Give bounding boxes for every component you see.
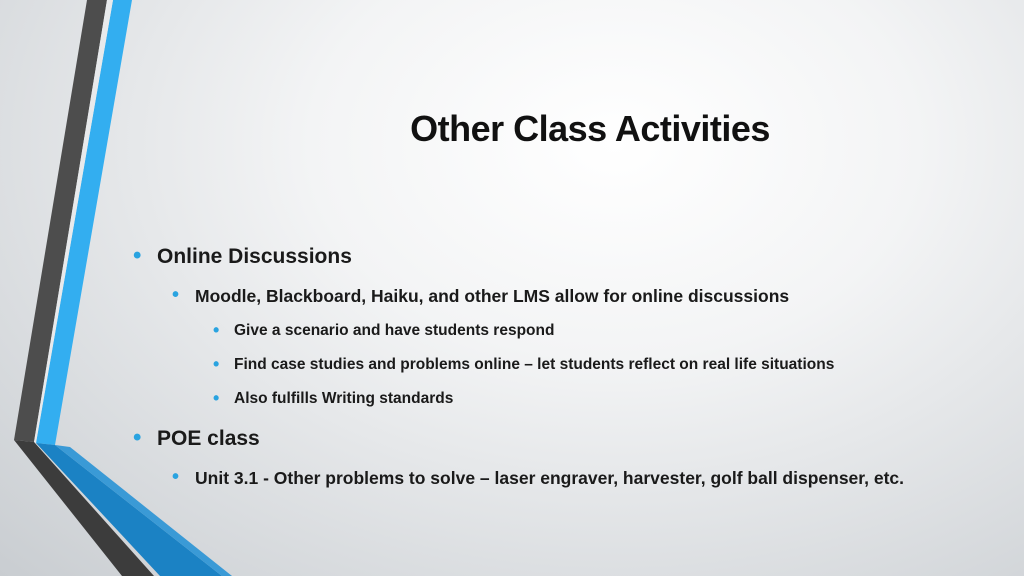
bullet-dot: •	[172, 284, 180, 306]
bullet-dot: •	[133, 242, 142, 269]
bullet-item	[133, 242, 352, 269]
bullet-dot: •	[213, 388, 220, 408]
bullet-item	[213, 354, 835, 374]
bullet-text: Find case studies and problems online – let students reflect on real life situations	[234, 356, 835, 373]
bullet-item	[133, 424, 260, 451]
bullet-dot: •	[172, 466, 180, 488]
bullet-text: Unit 3.1 - Other problems to solve – laser engraver, harvester, golf ball dispenser, etc.	[195, 468, 905, 488]
bullet-text: Give a scenario and have students respond	[234, 322, 555, 339]
bullet-item	[213, 320, 555, 340]
bullet-text: POE class	[157, 427, 260, 450]
bullet-item	[172, 284, 790, 307]
bullet-text: Moodle, Blackboard, Haiku, and other LMS allow for online discussions	[195, 286, 790, 306]
slide-title: Other Class Activities	[410, 108, 770, 149]
bullet-item	[172, 466, 905, 489]
bullet-dot: •	[213, 320, 220, 340]
bullet-dot: •	[133, 424, 142, 451]
bullet-dot: •	[213, 354, 220, 374]
bullet-text: Also fulfills Writing standards	[234, 390, 454, 407]
bullet-item	[213, 388, 454, 408]
bullet-text: Online Discussions	[157, 245, 352, 268]
